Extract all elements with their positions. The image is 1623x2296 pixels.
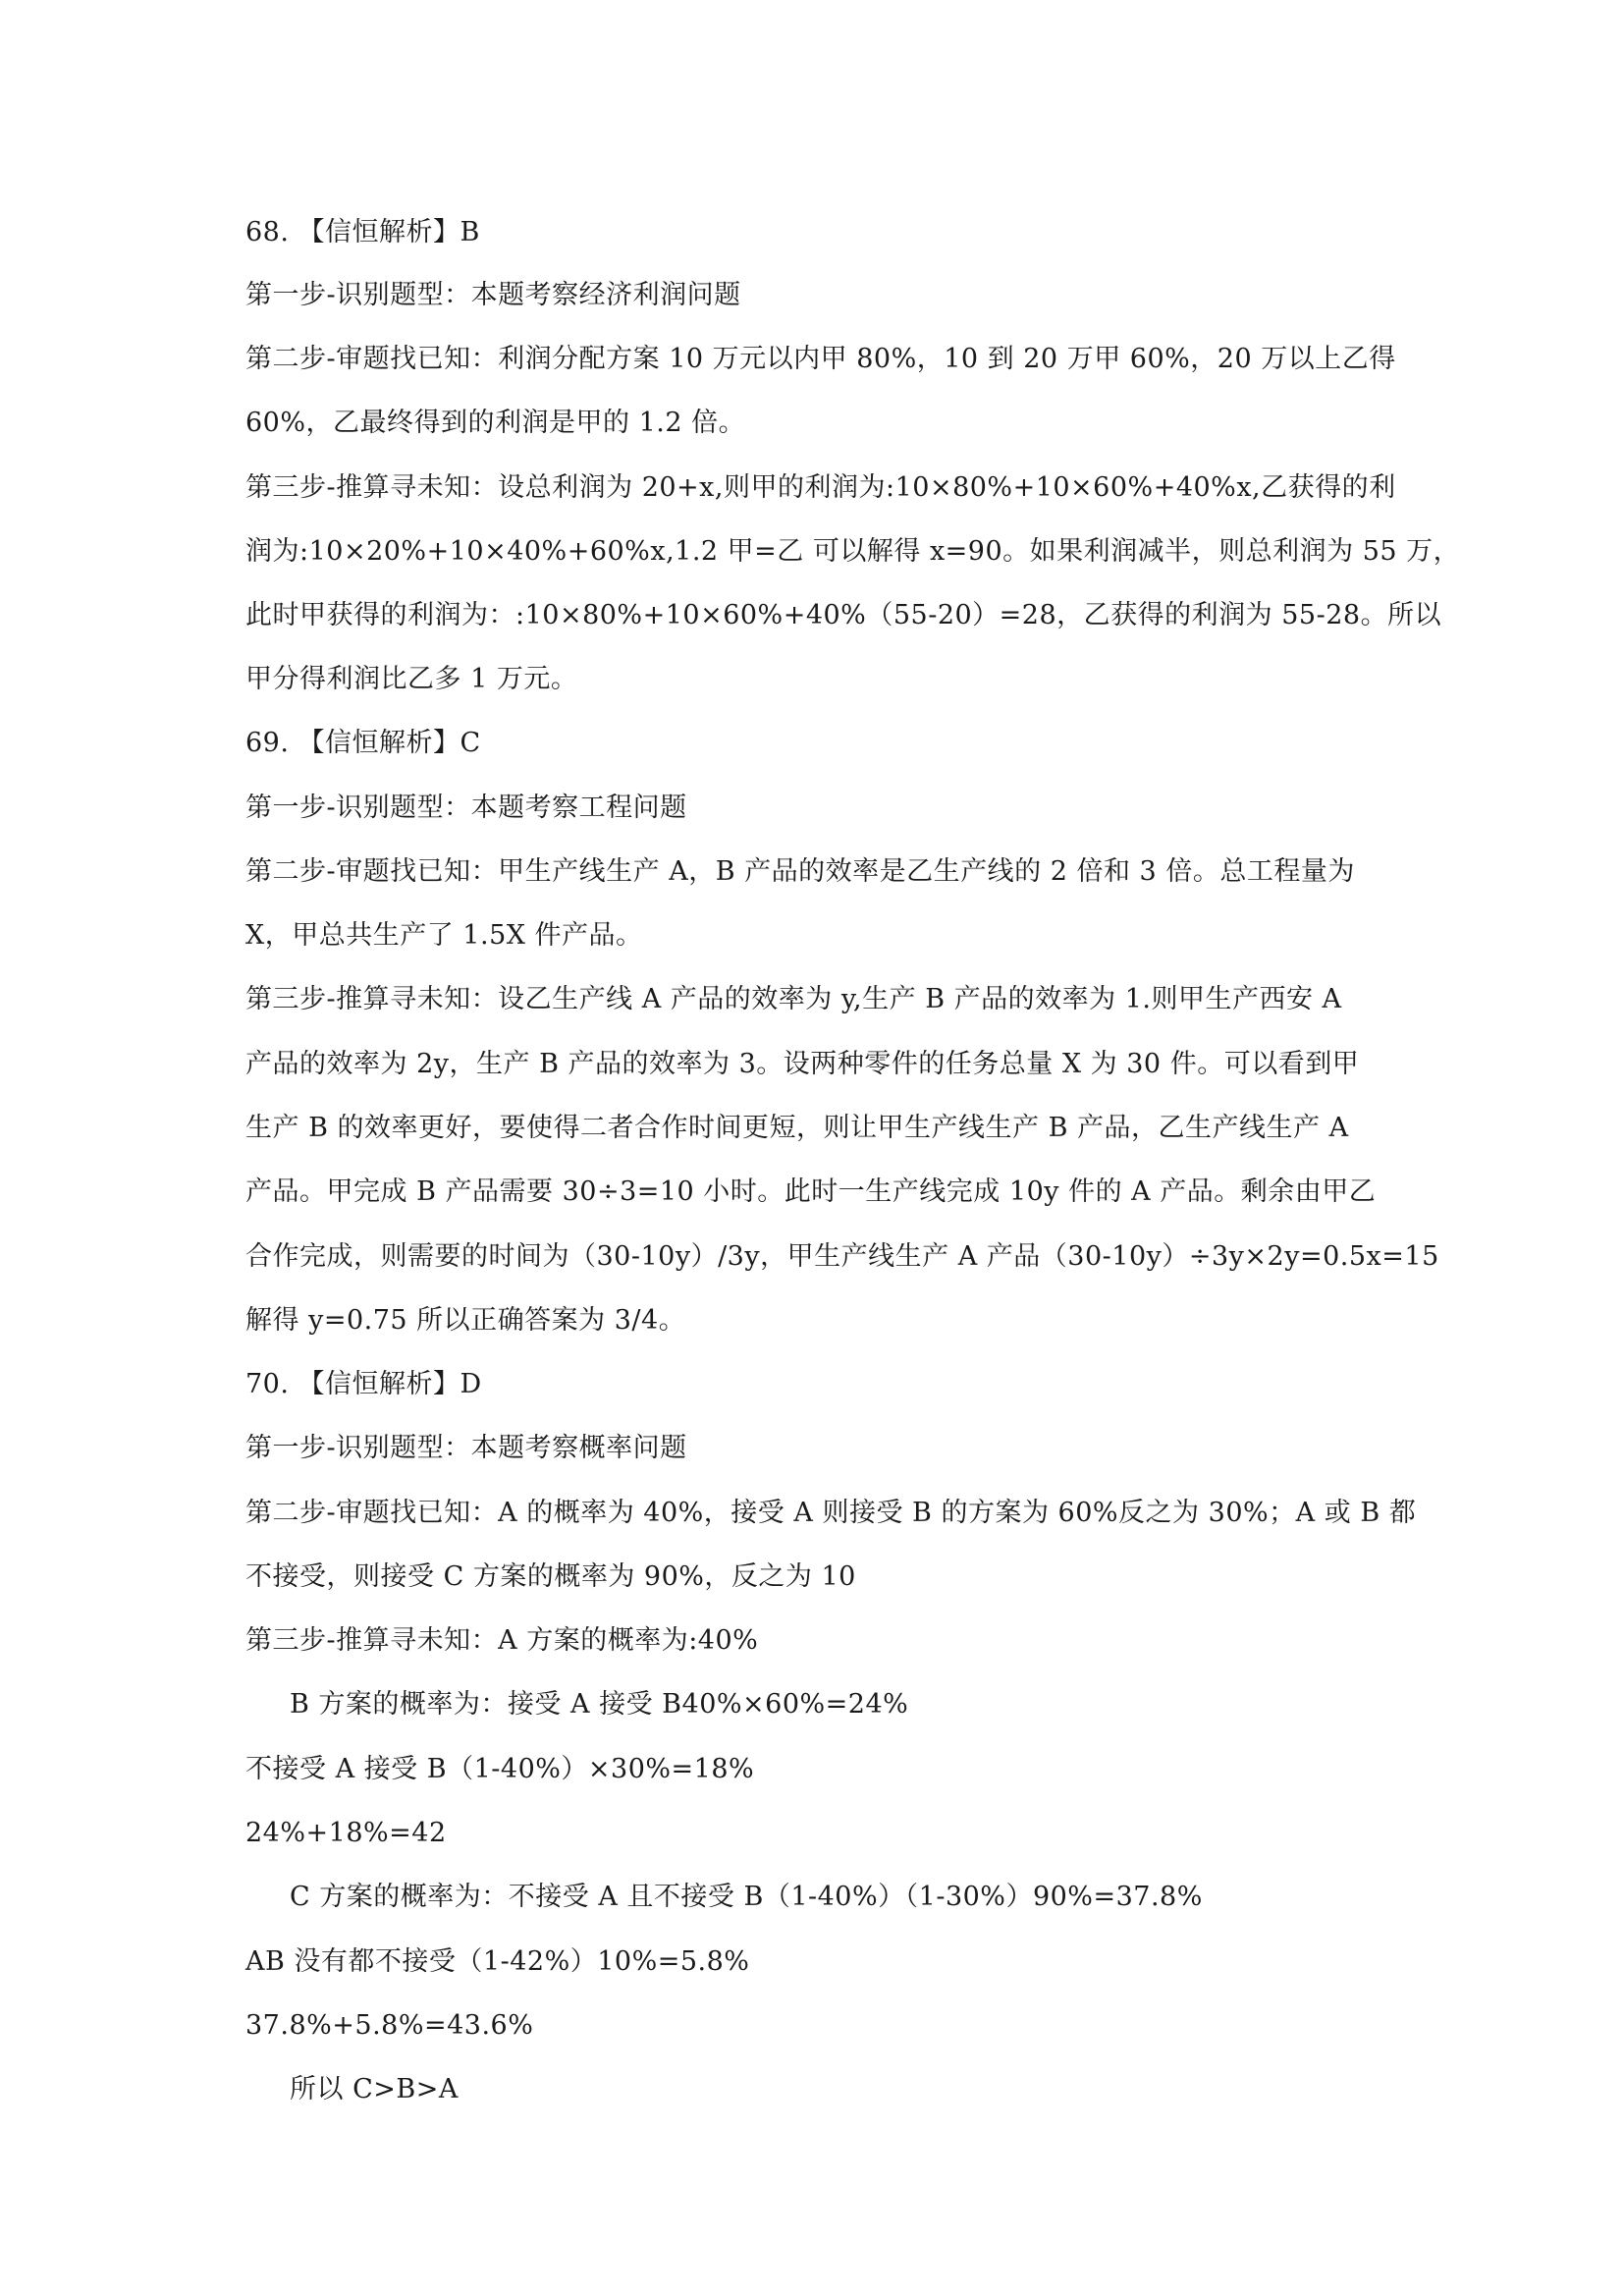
step3-70-line1: 第三步-推算寻未知：A 方案的概率为:40%	[245, 1625, 759, 1656]
step3-70-line5: C 方案的概率为：不接受 A 且不接受 B（1-40%）（1-30%）90%=37.8%	[290, 1882, 1203, 1912]
step3-69-line3: 生产 B 的效率更好，要使得二者合作时间更短，则让甲生产线生产 B 产品，乙生产线生产 A	[245, 1113, 1349, 1143]
step3-70-line6: AB 没有都不接受（1-42%）10%=5.8%	[245, 1946, 750, 1977]
step3-70-line7: 37.8%+5.8%=43.6%	[245, 2010, 534, 2041]
step3-69-line6: 解得 y=0.75 所以正确答案为 3/4。	[245, 1305, 686, 1336]
step3-69-line4: 产品。甲完成 B 产品需要 30÷3=10 小时。此时一生产线完成 10y 件的 A 产品。剩余由甲乙	[245, 1176, 1377, 1207]
answer-heading-70: 70. 【信恒解析】D	[245, 1369, 482, 1399]
step1-70: 第一步-识别题型：本题考察概率问题	[245, 1433, 687, 1463]
step1-69: 第一步-识别题型：本题考察工程问题	[245, 793, 687, 823]
step2-68-line1: 第二步-审题找已知：利润分配方案 10 万元以内甲 80%，10 到 20 万甲 60%，20 万以上乙得	[245, 344, 1396, 374]
step3-70-line4: 24%+18%=42	[245, 1818, 447, 1848]
step3-68-line3: 此时甲获得的利润为：:10×80%+10×60%+40%（55-20）=28，乙获得的利润为 55-28。所以	[245, 600, 1442, 630]
step3-68-line4: 甲分得利润比乙多 1 万元。	[245, 664, 578, 694]
step3-69-line5: 合作完成，则需要的时间为（30-10y）/3y，甲生产线生产 A 产品（30-10y）÷3y×2y=0.5x=15	[245, 1241, 1439, 1272]
step3-69-line1: 第三步-推算寻未知：设乙生产线 A 产品的效率为 y,生产 B 产品的效率为 1.则甲生产西安 A	[245, 984, 1342, 1014]
answer-heading-68: 68. 【信恒解析】B	[245, 217, 480, 247]
answer-heading-69: 69. 【信恒解析】C	[245, 728, 481, 758]
step3-70-conclusion: 所以 C>B>A	[290, 2074, 459, 2105]
step3-70-line3: 不接受 A 接受 B（1-40%）×30%=18%	[245, 1754, 755, 1784]
step1-68: 第一步-识别题型：本题考察经济利润问题	[245, 280, 741, 310]
step2-69-line2: X，甲总共生产了 1.5X 件产品。	[245, 920, 643, 951]
step3-69-line2: 产品的效率为 2y，生产 B 产品的效率为 3。设两种零件的任务总量 X 为 30 件。可以看到甲	[245, 1049, 1360, 1079]
step3-68-line2: 润为:10×20%+10×40%+60%x,1.2 甲=乙 可以解得 x=90。如果利润减半，则总利润为 55 万，	[245, 536, 1461, 567]
step2-68-line2: 60%，乙最终得到的利润是甲的 1.2 倍。	[245, 408, 746, 438]
step2-69-line1: 第二步-审题找已知：甲生产线生产 A，B 产品的效率是乙生产线的 2 倍和 3 倍。总工程量为	[245, 856, 1355, 887]
step2-70-line1: 第二步-审题找已知：A 的概率为 40%，接受 A 则接受 B 的方案为 60%反之为 30%；A 或 B 都	[245, 1498, 1417, 1528]
step2-70-line2: 不接受，则接受 C 方案的概率为 90%，反之为 10	[245, 1561, 856, 1592]
step3-70-line2: B 方案的概率为：接受 A 接受 B40%×60%=24%	[290, 1689, 909, 1720]
step3-68-line1: 第三步-推算寻未知：设总利润为 20+x,则甲的利润为:10×80%+10×60%+40%x,乙获得的利	[245, 472, 1396, 503]
